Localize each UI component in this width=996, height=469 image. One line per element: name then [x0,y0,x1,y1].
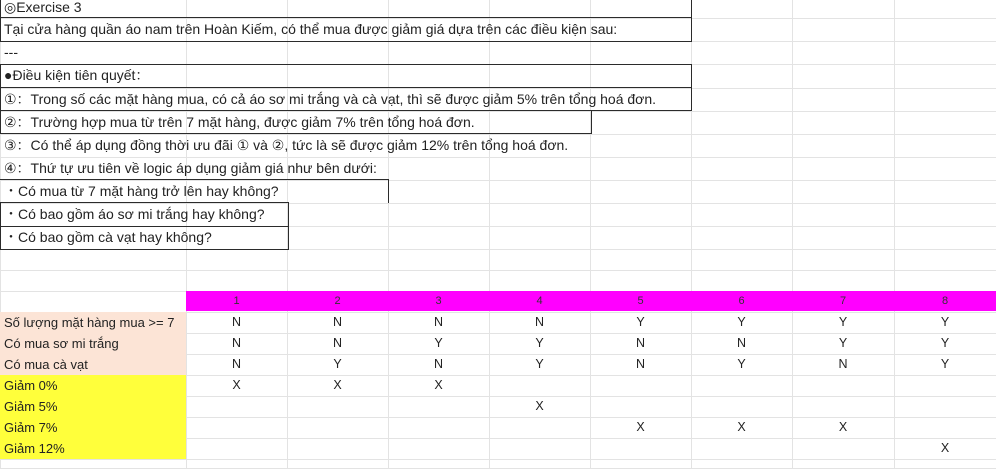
table-cell[interactable] [489,438,590,459]
table-cell[interactable]: Y [838,336,848,350]
prereq-heading[interactable]: ●Điều kiện tiên quyết： [4,67,150,83]
table-cell[interactable] [894,417,996,438]
result-label[interactable]: Giảm 12% [0,438,186,459]
table-cell[interactable]: X [838,420,848,434]
table-cell[interactable]: N [332,336,343,350]
table-cell[interactable] [388,417,489,438]
q3-border [0,226,289,250]
rule-3[interactable]: ③：Có thể áp dụng đồng thời ưu đãi ① và ②, tức là sẽ được giảm 12% trên tổng hoá đơn. [4,137,569,153]
intro-text[interactable]: Tại cửa hàng quần áo nam trên Hoàn Kiếm, có thể mua được giảm giá dựa trên các điều kiện sau: [4,21,618,37]
table-cell[interactable] [590,438,691,459]
column-header-6[interactable]: 6 [738,295,745,307]
table-cell[interactable]: Y [940,357,950,371]
table-cell[interactable]: X [737,420,746,434]
rule-2[interactable]: ②：Trường hợp mua từ trên 7 mặt hàng, được giảm 7% trên tổng hoá đơn. [4,114,475,130]
table-cell[interactable] [388,396,489,417]
prereq-border [0,64,692,88]
question-2[interactable]: ・Có bao gồm áo sơ mi trắng hay không? [4,206,265,222]
table-cell[interactable]: X [636,420,645,434]
table-cell[interactable] [894,375,996,396]
table-cell[interactable] [691,396,792,417]
table-cell[interactable]: X [535,399,544,413]
table-cell[interactable]: N [635,357,646,371]
table-cell[interactable]: N [433,357,444,371]
table-cell[interactable] [388,438,489,459]
table-cell[interactable]: X [434,378,443,392]
rule2-border [0,110,592,134]
q1-border [0,179,389,180]
table-cell[interactable] [287,396,388,417]
table-cell[interactable] [287,438,388,459]
table-cell[interactable]: N [736,336,747,350]
condition-label[interactable]: Có mua sơ mi trắng [0,333,186,354]
table-cell[interactable] [691,375,792,396]
column-header-1[interactable]: 1 [233,295,240,307]
table-cell[interactable] [186,438,287,459]
table-cell[interactable]: Y [737,315,746,329]
table-cell[interactable]: N [231,315,242,329]
condition-label[interactable]: Số lượng mặt hàng mua >= 7 [0,312,186,333]
table-cell[interactable]: Y [434,336,443,350]
table-cell[interactable]: Y [636,315,645,329]
condition-label[interactable]: Có mua cà vạt [0,354,186,375]
question-1[interactable]: ・Có mua từ 7 mặt hàng trở lên hay không? [4,183,279,199]
grid-row-line [0,270,996,271]
separator-text[interactable]: --- [4,44,18,60]
table-cell[interactable] [792,396,894,417]
table-cell[interactable]: N [433,315,444,329]
table-cell[interactable] [489,375,590,396]
table-cell[interactable]: N [838,357,848,371]
table-cell[interactable]: Y [838,315,848,329]
table-cell[interactable]: Y [737,357,746,371]
table-cell[interactable]: N [534,315,545,329]
result-label[interactable]: Giảm 5% [0,396,186,417]
table-cell[interactable]: X [333,378,342,392]
table-cell[interactable]: N [635,336,646,350]
table-cell[interactable] [186,417,287,438]
q1-right-border [388,179,389,203]
intro-border [0,17,692,42]
table-cell[interactable] [792,375,894,396]
result-label[interactable]: Giảm 0% [0,375,186,396]
column-header-8[interactable]: 8 [941,295,949,307]
column-header-7[interactable]: 7 [839,295,847,307]
title-border [0,0,692,18]
table-cell[interactable] [590,375,691,396]
table-cell[interactable]: N [231,336,242,350]
q2-border [0,202,289,227]
table-cell[interactable]: X [232,378,241,392]
result-label[interactable]: Giảm 7% [0,417,186,438]
grid-row-line [0,459,996,460]
table-cell[interactable] [287,417,388,438]
table-cell[interactable] [894,396,996,417]
rule1-border [0,87,692,111]
rule-1[interactable]: ①：Trong số các mặt hàng mua, có cả áo sơ mi trắng và cà vạt, thì sẽ được giảm 5% trên tổng hoá đơn. [4,91,657,107]
table-cell[interactable]: Y [535,357,544,371]
table-cell[interactable]: N [332,315,343,329]
table-cell[interactable]: N [231,357,242,371]
table-cell[interactable]: Y [333,357,342,371]
exercise-title[interactable]: ◎Exercise 3 [4,0,82,15]
column-header-4[interactable]: 4 [536,295,543,307]
table-cell[interactable] [186,396,287,417]
table-cell[interactable] [691,438,792,459]
table-cell[interactable] [489,417,590,438]
question-3[interactable]: ・Có bao gồm cà vạt hay không? [4,229,212,245]
table-cell[interactable] [792,438,894,459]
column-header-3[interactable]: 3 [435,295,442,307]
column-header-5[interactable]: 5 [637,295,644,307]
table-cell[interactable]: X [940,441,950,455]
table-cell[interactable]: Y [535,336,544,350]
column-header-2[interactable]: 2 [334,295,341,307]
table-cell[interactable]: Y [940,315,950,329]
rule-4[interactable]: ④：Thứ tự ưu tiên về logic áp dụng giảm giá như bên dưới: [4,160,377,176]
table-cell[interactable] [590,396,691,417]
table-cell[interactable]: Y [940,336,950,350]
